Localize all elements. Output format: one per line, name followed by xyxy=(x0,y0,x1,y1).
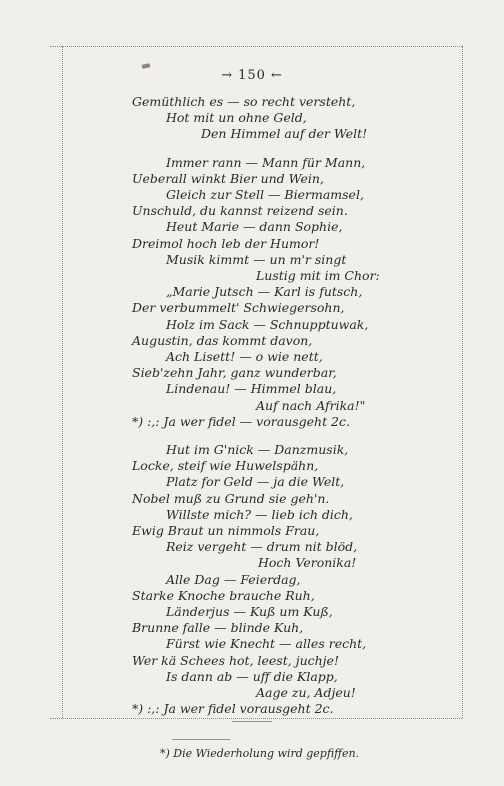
verse-line: Dreimol hoch leb der Humor! xyxy=(132,236,320,251)
verse-line: *) :,: Ja wer fidel — vorausgeht 2c. xyxy=(132,414,350,429)
verse-line: Lustig mit im Chor: xyxy=(256,268,380,283)
verse-line: Willste mich? — lieb ich dich, xyxy=(166,507,353,522)
verse-line: Holz im Sack — Schnupptuwak, xyxy=(166,317,369,332)
verse-line: Hot mit un ohne Geld, xyxy=(166,110,307,125)
verse-line: Gleich zur Stell — Biermamsel, xyxy=(166,187,364,202)
verse-line: Aage zu, Adjeu! xyxy=(256,685,356,700)
verse-line: Wer kä Schees hot, leest, juchje! xyxy=(132,653,339,668)
right-border-rule xyxy=(462,46,463,718)
page-number: → 150 ← xyxy=(221,68,283,83)
verse-line: Reiz vergeht — drum nit blöd, xyxy=(166,539,358,554)
verse-line: *) :,: Ja wer fidel vorausgeht 2c. xyxy=(132,701,334,716)
verse-line: Starke Knoche brauche Ruh, xyxy=(132,588,315,603)
left-border-rule xyxy=(62,46,63,718)
top-border-rule xyxy=(50,46,462,47)
verse-line: „Marie Jutsch — Karl is futsch, xyxy=(166,284,363,299)
verse-line: Musik kimmt — un m'r singt xyxy=(166,252,347,267)
verse-line: Hut im G'nick — Danzmusik, xyxy=(166,442,349,457)
verse-line: Unschuld, du kannst reizend sein. xyxy=(132,203,348,218)
bottom-border-rule xyxy=(50,718,462,719)
verse-line: Brunne falle — blinde Kuh, xyxy=(132,620,304,635)
verse-line: Immer rann — Mann für Mann, xyxy=(166,155,366,170)
verse-line: Platz for Geld — ja die Welt, xyxy=(166,474,345,489)
verse-line: Sieb'zehn Jahr, ganz wunderbar, xyxy=(132,365,337,380)
verse-line: Nobel muß zu Grund sie geh'n. xyxy=(132,491,330,506)
verse-line: Der verbummelt' Schwiegersohn, xyxy=(132,300,345,315)
verse-line: Ueberall winkt Bier und Wein, xyxy=(132,171,324,186)
verse-line: Is dann ab — uff die Klapp, xyxy=(166,669,338,684)
verse-line: Augustin, das kommt davon, xyxy=(132,333,313,348)
verse-line: Auf nach Afrika!" xyxy=(256,398,366,413)
footnote: *) Die Wiederholung wird gepfiffen. xyxy=(160,747,360,760)
verse-line: Länderjus — Kuß um Kuß, xyxy=(166,604,333,619)
verse-line: Ewig Braut un nimmols Frau, xyxy=(132,523,320,538)
section-separator xyxy=(232,721,272,722)
verse-line: Ach Lisett! — o wie nett, xyxy=(166,349,323,364)
verse-line: Alle Dag — Feierdag, xyxy=(166,572,301,587)
verse-line: Den Himmel auf der Welt! xyxy=(201,126,368,141)
verse-line: Gemüthlich es — so recht versteht, xyxy=(132,94,356,109)
verse-line: Heut Marie — dann Sophie, xyxy=(166,219,343,234)
footnote-rule xyxy=(172,739,230,740)
verse-line: Lindenau! — Himmel blau, xyxy=(166,381,337,396)
verse-line: Locke, steif wie Huwelspähn, xyxy=(132,458,319,473)
verse-line: Hoch Veronika! xyxy=(258,555,357,570)
verse-line: Fürst wie Knecht — alles recht, xyxy=(166,636,367,651)
